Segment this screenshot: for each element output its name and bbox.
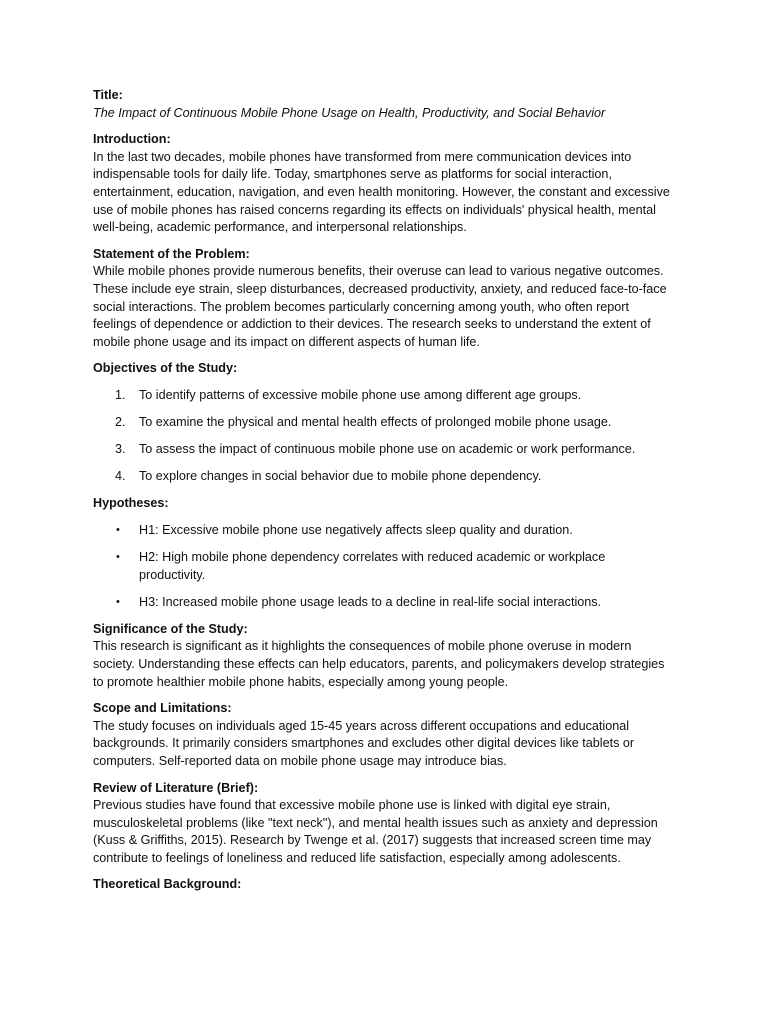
theory-heading: Theoretical Background: [93,877,242,892]
list-item [93,522,674,540]
list-marker: 1. [115,387,126,402]
list-item-text: H1: Excessive mobile phone use negatively affects sleep quality and duration. [139,522,573,537]
list-item-text: To explore changes in social behavior due to mobile phone dependency. [139,469,542,484]
title-heading: Title: [93,88,123,102]
problem-paragraph: While mobile phones provide numerous benefits, their overuse can lead to various negative outcomes. These include eye strain, sleep disturbances, decreased productivity, anxiety, and reduced face-to-face social interactions. The problem becomes particularly concerning among youth, who often report feelings of dependence or addiction to their devices. The research seeks to understand the extent of mobile phone usage and its impact on different aspects of human life. [93,264,667,349]
list-item-text: To assess the impact of continuous mobile phone use on academic or work performance. [139,442,636,457]
literature-paragraph: Previous studies have found that excessive mobile phone use is linked with digital eye strain, musculoskeletal problems (like "text neck"), and mental health issues such as anxiety and depression (Kuss & Griffiths, 2015). Research by Twenge et al. (2017) suggests that increased screen time may contribute to feelings of loneliness and reduced life satisfaction, especially among adolescents. [93,798,658,865]
significance-heading: Significance of the Study: [93,621,248,636]
objectives-heading: Objectives of the Study: [93,361,238,376]
list-item [93,468,674,486]
list-item-text: H3: Increased mobile phone usage leads to a decline in real-life social interactions. [139,594,602,609]
bullet-marker: • [116,523,120,536]
list-item [93,441,674,459]
significance-paragraph: This research is significant as it highlights the consequences of mobile phone overuse in modern society. Understanding these effects can help educators, parents, and policymakers develop strategies to promote healthier mobile phone habits, especially among young people. [93,639,665,689]
problem-heading: Statement of the Problem: [93,246,250,261]
introduction-heading: Introduction: [93,132,171,147]
hypotheses-list [93,522,674,611]
list-item-text: To examine the physical and mental health effects of prolonged mobile phone usage. [139,415,612,429]
objectives-list [93,387,674,486]
bullet-marker: • [116,595,120,608]
bullet-marker: • [116,550,120,563]
list-marker: 3. [115,442,126,457]
list-marker: 4. [115,469,126,484]
literature-heading: Review of Literature (Brief): [93,780,259,795]
list-item-text: H2: High mobile phone dependency correlates with reduced academic or workplace productivity. [139,549,606,582]
list-item [93,414,674,432]
list-item [93,549,674,584]
list-item-text: To identify patterns of excessive mobile phone use among different age groups. [139,387,582,402]
document-title: The Impact of Continuous Mobile Phone Usage on Health, Productivity, and Social Behavior [93,105,606,120]
list-item [93,387,674,405]
introduction-paragraph: In the last two decades, mobile phones have transformed from mere communication devices into indispensable tools for daily life. Today, smartphones serve as platforms for social interaction, entertainment, education, navigation, and even health monitoring. However, the constant and excessive use of mobile phones has raised concerns regarding its effects on individuals' physical health, mental well-being, academic performance, and interpersonal relationships. [93,149,670,235]
list-marker: 2. [115,415,126,429]
hypotheses-heading: Hypotheses: [93,496,169,511]
scope-heading: Scope and Limitations: [93,701,232,716]
list-item [93,594,674,612]
scope-paragraph: The study focuses on individuals aged 15-45 years across different occupations and educational backgrounds. It primarily considers smartphones and excludes other digital devices like tablets or computers. Self-reported data on mobile phone usage may introduce bias. [93,718,635,768]
